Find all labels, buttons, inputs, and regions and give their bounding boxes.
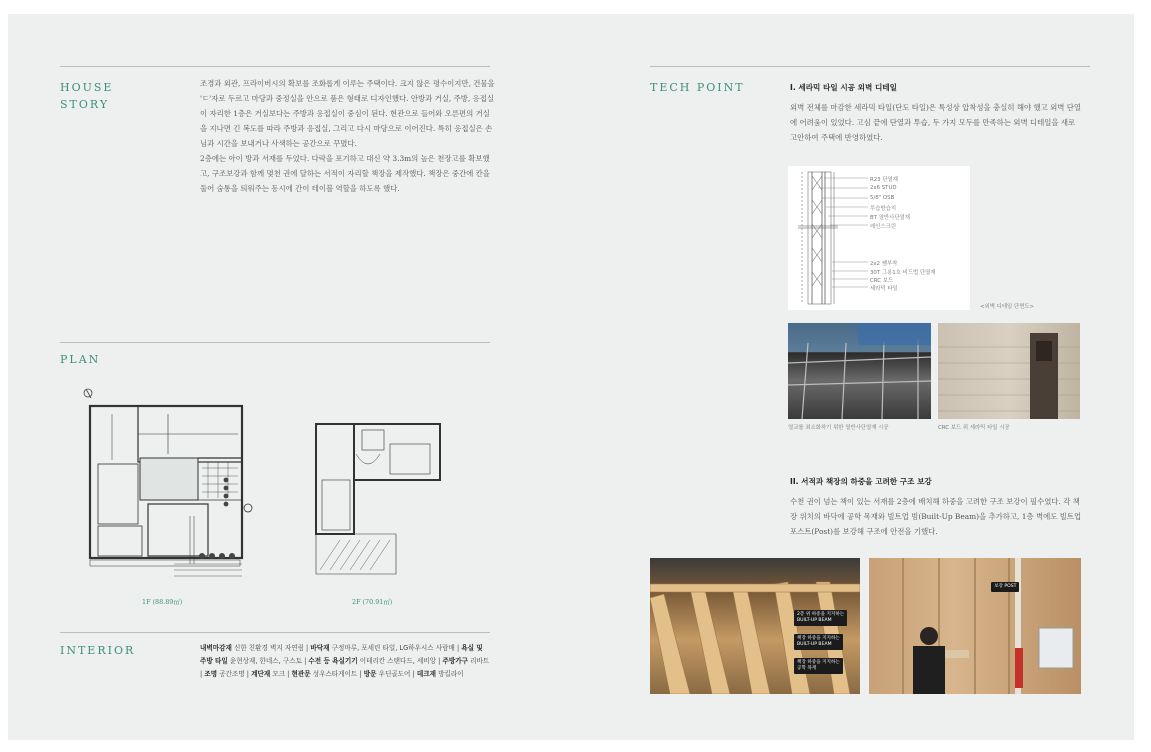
interior-list xyxy=(200,642,490,681)
interior-item: 바닥재 구정마루, 포세린 타일, LG하우시스 사람매 | xyxy=(310,644,462,652)
post-tag: 보강 POST xyxy=(991,582,1019,592)
interior-rule xyxy=(60,632,490,633)
floor1-plan xyxy=(90,406,252,576)
floor2-plan xyxy=(316,424,440,574)
detail-label-9: CRC 보드 xyxy=(870,278,894,284)
beam-photo xyxy=(650,558,860,694)
house-story-body xyxy=(200,76,496,196)
photo-caption-right: CRC 보드 위 세라믹 타일 시공 xyxy=(938,425,1010,431)
detail-caption: <외벽 디테일 단면도> xyxy=(980,304,1035,310)
interior-item: 방문 우딘골도어 | xyxy=(363,670,417,678)
beam-tag-3: 책장 하중을 지지하는 공학 목재 xyxy=(794,658,843,674)
photo-caption-left: 열교를 최소화하기 위한 열반사단열재 시공 xyxy=(788,425,889,431)
detail-label-1: R23 단열재 xyxy=(870,177,898,183)
detail-label-2: 2x6 STUD xyxy=(870,185,897,191)
wall-detail-drawing xyxy=(788,166,970,310)
detail-label-5: BT 열반사단열재 xyxy=(870,215,910,221)
point2-title: II. 서적과 책장의 하중을 고려한 구조 보강 xyxy=(790,477,932,486)
plan-title: PLAN xyxy=(60,353,101,366)
tech-point-rule xyxy=(650,66,1090,67)
post-photo xyxy=(869,558,1081,694)
interior-item: 계단재 모크 | xyxy=(251,670,292,678)
plan-rule xyxy=(60,342,490,343)
house-story-title: HOUSE STORY xyxy=(60,81,114,111)
interior-item: 수전 등 욕실기기 이테리칸 스탠다드, 세비앙 | xyxy=(308,657,443,665)
house-story-paragraph-1: 조경과 외관, 프라이버시의 확보를 조화롭게 이루는 주택이다. 크지 않은 평수이지만, 건물을 'ㄷ'자로 두르고 마당과 중정실을 안으로 품은 형태로 디자인했다. 안방과 거실, 주방, 응접실이 자리한 1층은 거실보다는 주방과 응접실이 중심이 된다. 현관으로 들어와 오른편의 거실을 지나면 긴 복도를 따라 주방과 응접실, 그리고 다시 마당으로 이어진다. 특히 응접실은 손님과 시간을 보내거나 사색하는 공간으로 꾸몄다. xyxy=(200,79,495,148)
point1-title: I. 세라믹 타일 시공 외벽 디테일 xyxy=(790,83,897,92)
interior-title: INTERIOR xyxy=(60,644,136,657)
floor1-label: 1F (88.89㎡) xyxy=(142,598,183,606)
interior-item: 주방가구 리바트 | xyxy=(200,657,490,678)
insulation-photo xyxy=(788,323,931,419)
floor2-label: 2F (70.91㎡) xyxy=(352,598,393,606)
detail-label-4: 투습방습지 xyxy=(870,206,897,212)
floor-plan-drawing xyxy=(78,384,478,604)
point2-body: 수천 권이 넘는 책이 있는 서재를 2층에 배치해 하중을 고려한 구조 보강이 필수였다. 각 책장 위치의 바닥에 공학 목재와 빌트업 빔(Built-Up Beam)을 추가하고, 1층 벽에도 빌트업 포스트(Post)를 보강해 구조에 안전을 기했다. xyxy=(790,497,1082,536)
interior-item: 조명 공간조명 | xyxy=(204,670,252,678)
detail-label-3: 5/8" OSB xyxy=(870,195,895,201)
tech-point-title: TECH POINT xyxy=(650,81,745,94)
house-story-rule xyxy=(60,66,490,67)
beam-tag-1: 2층 위 하중을 지지하는 BUILT-UP BEAM xyxy=(794,610,847,626)
detail-label-6: 레인스크린 xyxy=(870,224,897,230)
detail-label-8: 30T 그용1호 비드법 단열재 xyxy=(870,270,936,276)
beam-tag-2: 책장 하중을 지지하는 BUILT-UP BEAM xyxy=(794,634,843,650)
left-page xyxy=(8,14,568,740)
interior-item: 내벽마감재 신한 친환경 벽지 자연림 | xyxy=(200,644,311,652)
right-page xyxy=(588,14,1134,740)
interior-item: 욕실 및 주방 타일 윤현상재, 한네스, 구스토 | xyxy=(200,644,483,665)
point1-body: 외벽 전체를 마감한 세라믹 타일(단도 타일)은 특성상 압착성을 충실히 해야 했고 외벽 단열에 어려움이 있었다. 고심 끝에 단열과 투습, 두 가지 모두를 만족하는 외벽 디테일을 새로 고안하여 주택에 반영하였다. xyxy=(790,103,1081,142)
interior-item: 현관문 성우스타게이트 | xyxy=(291,670,364,678)
detail-label-7: 2x2 쌤부착 xyxy=(870,261,898,267)
north-arrow-icon xyxy=(84,389,92,398)
house-story-paragraph-2: 2층에는 아이 방과 서재를 두었다. 다락을 포기하고 대신 약 3.3m의 높은 천장고를 확보했고, 구조보강과 함께 몇천 권에 달하는 서적이 자리할 책장을 제작했다. 책장은 중간에 칸을 둘어 숨통을 틔워주는 동시에 간이 테이블 역할을 하도록 했다. xyxy=(200,154,490,193)
interior-item: 데크재 방킬라이 xyxy=(416,670,464,678)
detail-label-10: 세라믹 타일 xyxy=(870,286,898,292)
magazine-spread xyxy=(8,14,1134,740)
tile-photo xyxy=(938,323,1080,419)
